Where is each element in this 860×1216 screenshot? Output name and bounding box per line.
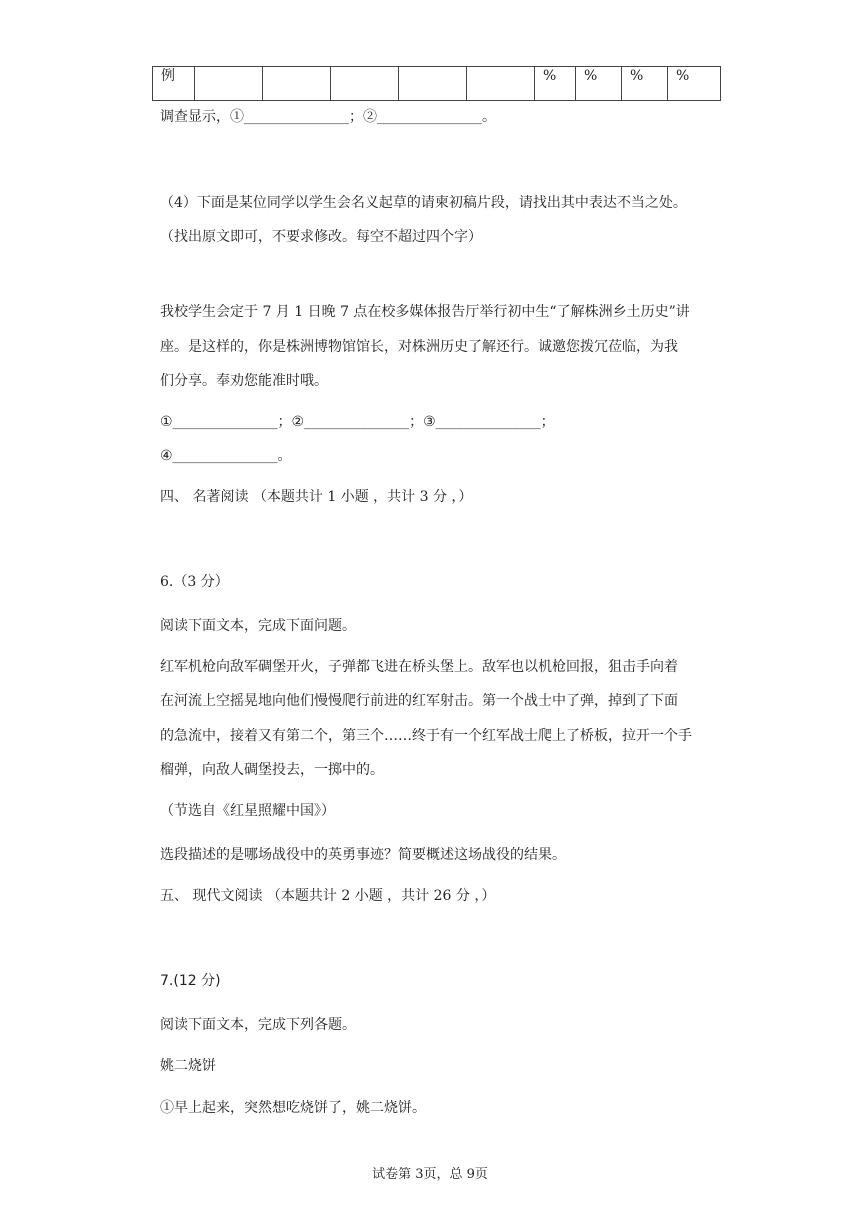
passage-source: （节选自《红星照耀中国》）	[160, 803, 335, 819]
section-heading: 四、 名著阅读 （本题共计 1 小题 ，共计 3 分 ，）	[160, 489, 473, 505]
table-cell: %	[535, 67, 576, 101]
passage-title: 姚二烧饼	[160, 1058, 216, 1074]
question-number: 7.(12 分)	[160, 973, 221, 989]
table-row	[153, 67, 721, 101]
section-heading: 五、 现代文阅读 （本题共计 2 小题 ，共计 26 分 ，）	[160, 888, 496, 904]
answer-blanks: ①_______________；②_______________；③_______________；	[160, 414, 555, 430]
table-cell	[399, 67, 467, 101]
table-cell: %	[576, 67, 622, 101]
table-cell	[331, 67, 399, 101]
invitation-line: 座。是这样的，你是株洲博物馆馆长，对株洲历史了解还行。诚邀您拨冗莅临，为我	[160, 339, 678, 355]
table-cell	[467, 67, 535, 101]
passage-line: 的急流中，接着又有第二个，第三个……终于有一个红军战士爬上了桥板，拉开一个手	[160, 728, 692, 744]
table-cell: 例	[153, 67, 195, 101]
page-footer: 试卷第 3页，总 9页	[372, 1167, 488, 1182]
q4-prompt: （4）下面是某位同学以学生会名义起草的请柬初稿片段，请找出其中表达不当之处。	[160, 195, 687, 211]
table-cell: %	[668, 67, 721, 101]
table-cell	[263, 67, 331, 101]
invitation-line: 们分享。奉劝您能准时哦。	[160, 373, 328, 389]
question-number: 6.（3 分）	[160, 574, 229, 590]
q4-note: （找出原文即可，不要求修改。每空不超过四个字）	[160, 229, 482, 245]
table-cell: %	[622, 67, 668, 101]
question-instruction: 阅读下面文本，完成下面问题。	[160, 618, 356, 634]
question-instruction: 阅读下面文本，完成下列各题。	[160, 1017, 356, 1033]
question-text: 选段描述的是哪场战役中的英勇事迹？简要概述这场战役的结果。	[160, 847, 566, 863]
passage-line: ①早上起来，突然想吃烧饼了，姚二烧饼。	[160, 1100, 426, 1116]
passage-line: 榴弹，向敌人碉堡投去，一掷中的。	[160, 762, 384, 778]
table-cell	[195, 67, 263, 101]
survey-table	[152, 66, 721, 101]
invitation-line: 我校学生会定于 7 月 1 日晚 7 点在校多媒体报告厅举行初中生“了解株洲乡土历史”讲	[160, 304, 690, 320]
answer-blanks: ④_______________。	[160, 448, 292, 464]
survey-blanks: 调查显示，①_______________；②_______________。	[160, 109, 496, 125]
passage-line: 在河流上空摇晃地向他们慢慢爬行前进的红军射击。第一个战士中了弹，掉到了下面	[160, 693, 678, 709]
passage-line: 红军机枪向敌军碉堡开火，子弹都飞进在桥头堡上。敌军也以机枪回报，狙击手向着	[160, 659, 678, 675]
